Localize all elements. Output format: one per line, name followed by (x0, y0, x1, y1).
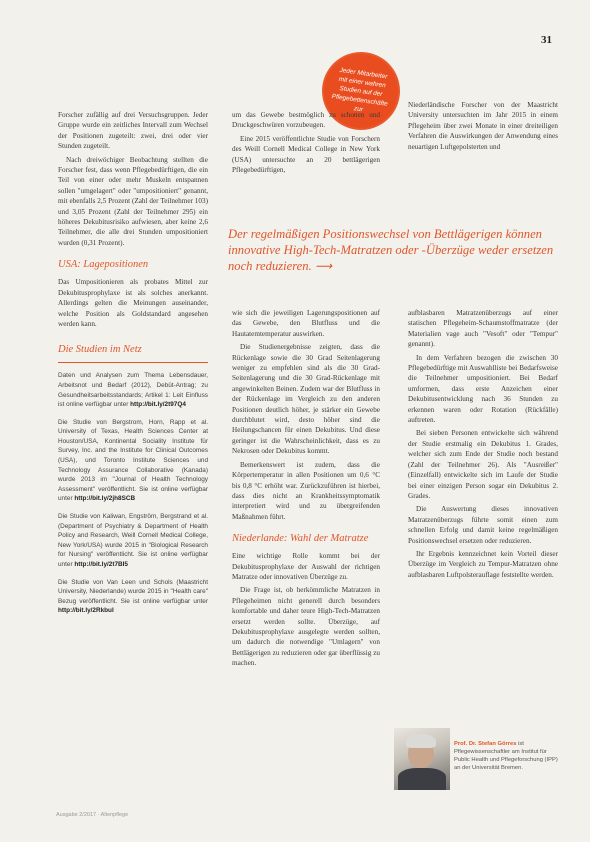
author-photo (394, 728, 450, 790)
col2-paragraph-1: wie sich die jeweiligen Lagerungspositionen auf das Gewebe, den Blutfluss und die Hautatemtemperatur auswirken. (232, 309, 380, 338)
col1-usa-paragraph: Das Umpositionieren als probates Mittel zur Dekubitusprophylaxe ist als solches anerkannt. Allerdings gelten die Meinungen auseinander, welche Position als Goldstandard angesehen werden kann. (58, 278, 208, 328)
study-entry-2 (58, 418, 208, 504)
subheading-usa: USA: Lagepositionen (58, 259, 149, 271)
study-link[interactable]: http://bit.ly/2t7BI5 (74, 561, 128, 568)
col2-paragraph-3: Bemerkenswert ist zudem, dass die Körpertemperatur in allen Positionen um 0,6 °C bis 0,8 °C erhöht war. Zurückzuführen ist hierbei, dass dies nicht an Krankheitssymptomatik interpretiert wird und zu übergreifenden Maßnahmen führt. (232, 460, 380, 521)
subheading-niederlande: Niederlande: Wahl der Matratze (232, 533, 369, 545)
col3-paragraph-5: Ihr Ergebnis kennzeichnet kein Vorteil dieser Überzüge im Vergleich zu Tempur-Matratzen ohne aufblasbaren Luftpolsterauflage feststellte werden. (408, 549, 558, 579)
page-footer: Ausgabe 2/2017 · Altenpflege (56, 812, 129, 818)
column-middle-top (232, 110, 380, 178)
col1-paragraph-2: Nach dreiwöchiger Beobachtung stellten die Forscher fest, dass wenn Pflegebedürftigen, die ein Teil von einer oder mehr Muskeln entspannen sollen "umgelagert" oder "umpositioniert" genannt, mit ebenfalls 2,5 Prozent (Zahl der Teilnehmer 103) und 3,05 Prozent (Zahl der Teilnehmer 295) ein höheres Dekubitusrisiko aufwiesen, aber keine 2,6 Teilnehmer, die alle drei Stunden umpositioniert wurden (0,31 Prozent). (58, 155, 208, 247)
study-text: Daten und Analysen zum Thema Lebensdauer, Arbeitsnot und Bedarf (2012), Debüt-Antrag; zu Gesundheitsarbeitsstandards; Artikel 1: Leit Einfluss ist online verfügbar unter (58, 372, 208, 409)
column-left (58, 110, 208, 624)
author-name: Prof. Dr. Stefan Görres (454, 741, 517, 747)
page-number: 31 (541, 34, 552, 46)
study-entry-3 (58, 512, 208, 570)
column-right (408, 308, 558, 583)
study-entry-1 (58, 371, 208, 409)
studies-list (58, 371, 208, 616)
col2-top-paragraph-1: um das Gewebe bestmöglich zu schonen und Druckgeschwüren vorzubeugen. (232, 111, 380, 130)
subheading-studien: Die Studien im Netz (58, 344, 142, 356)
author-caption-block (454, 740, 564, 772)
col1-paragraph-1: Forscher zufällig auf drei Versuchsgruppen. Jeder Gruppe wurde ein zeitliches Intervall zum Wechsel der Positionen zugeteilt: zwei, drei oder vier Stunden zugeteilt. (58, 111, 208, 151)
col3-paragraph-4: Die Auswertung dieses innovativen Matratzenüberzugs führte somit einen zum schnellen Erfolg und damit keine regelmäßigen Positionswechsel ersetzen oder reduzieren. (408, 505, 558, 545)
col3-paragraph-3: Bei sieben Personen entwickelte sich während der Studie erstmalig ein Dekubitus 1. Grades, welcher sich zum Ende der Studie noch bestand (Zahl der Teilnehmer 26). Als "Ausreißer" (Einzelfall) entwickelte sich im Laufe der Studie bei einer einzigen Person sogar ein Dekubitus 2. Grades. (408, 429, 558, 500)
pull-quote (228, 226, 558, 274)
study-entry-4 (58, 578, 208, 616)
col2-nl-paragraph-2: Die Frage ist, ob herkömmliche Matratzen in Pflegeheimen nicht generell durch besonders komfortable und daher teure High-Tech-Matratzen ersetzt werden sollte. Überzüge, auf Dekubitusprophylaxe ausgelegte werden sollten, um dadurch die notwendige "Umlagern" von Bettlägerigen zu reduzieren oder gar überflüssig zu machen. (232, 586, 380, 668)
column-right-top (408, 100, 558, 155)
pull-quote-text: Der regelmäßigen Positionswechsel von Bettlägerigen können innovative High-Tech-Matratzen oder -Überzüge weder ersetzen noch reduzieren. (228, 227, 554, 273)
study-text: Die Studie von Van Leen und Schols (Maastricht University, Niederlande) wurde 2015 in "Health care" Bezug veröffentlicht. Sie ist online verfügbar unter (58, 578, 208, 605)
col2-top-paragraph-2: Eine 2015 veröffentlichte Studie von Forschern des Weill Cornell Medical College in New York (USA) untersuchte an 20 bettlägerigen Pflegebedürftigen, (232, 134, 380, 175)
study-text: Die Studie von Bergstrom, Horn, Rapp et al. University of Texas, Health Sciences Center at Houston/USA, Kontinental Sociality Institute für Survey, Inc. and the Institute for Clinical Outcomes (USA), und Toronto Institute Sciences und Technology Assurance Collaborative (Kanada) wurde 2013 im "Journal of Health Technology Assessment" veröffentlicht. Sie ist online verfügbar unter (58, 418, 208, 503)
author-caption: ist Pflegewissenschaftler am Institut für Public Health und Pflegeforschung (IPP) an der Universität Bremen. (454, 741, 558, 771)
arrow-icon: ⟶ (314, 259, 333, 273)
study-link[interactable]: http://bit.ly/2Rkbul (58, 607, 114, 615)
section-divider (58, 362, 208, 363)
seal-text: Jeder Mitarbeiter mit einer wahren Studien auf der Pflegebettenschäfte zur (331, 66, 389, 113)
col3-paragraph-1: aufblasbaren Matratzenüberzugs auf einer statischen Pflegeheim-Schaumstoffmatratze (der Materialien vage auch "Vesoft" oder "Tempur" genannt). (408, 309, 558, 349)
column-middle (232, 308, 380, 672)
study-link[interactable]: http://bit.ly/2jh8SCB (74, 495, 136, 503)
col2-nl-paragraph-1: Eine wichtige Rolle kommt bei der Dekubitusprophylaxe der Auswahl der richtigen Matratze oder innovativen Überzüge zu. (232, 552, 380, 581)
study-link[interactable]: http://bit.ly/2t97Q4 (130, 401, 186, 409)
col3-paragraph-2: In dem Verfahren bezogen die zwischen 30 Pflegebedürftige mit Auswahlliste bei Bedarfsweise die Teilnehmer umpositioniert. Bei Bedarf umformen, dass erste Anzeichen einer Dekubitusentwicklung nach 36 Stunden zu erkennen waren oder Rotation (Rückfälle) auftreten. (408, 353, 558, 425)
study-text: Die Studie von Kaliwan, Engström, Bergstrand et al. (Department of Psychiatry & Department of Health Policy and Research, Weill Cornell Medical College, New York/USA) wurde 2015 in "Biological Research for Nursing" veröffentlicht. Sie ist online verfügbar unter (58, 513, 208, 568)
col3-top-paragraph: Niederländische Forscher von der Maastricht University untersuchten im Jahr 2015 in einem Pflegeheim über zwei Monate in einer dreiteiligen Verfahren die Auswirkungen der Anwendung eines neuartigen Luftgepolsterten und (408, 101, 558, 151)
col2-paragraph-2: Die Studienergebnisse zeigten, dass die Rückenlage sowie die 30 Grad Seitenlagerung weniger zu empfehlen sind als die 30 Grad-Seitenlagerung und die 30 Grad-Rückenlage mit angewinkelten Beinen. Zudem war der Blutfluss in der Rückenlage im Vergleich zu den anderen Positionen deutlich höher, je stärker ein Gewebe durchblutet wird, desto höher sind die Heilungschancen für einen Dekubitus. Und diese geringer ist die Wahrscheinlichkeit, dass es zu Nekrosen oder Dekubitus kommt. (232, 343, 380, 456)
